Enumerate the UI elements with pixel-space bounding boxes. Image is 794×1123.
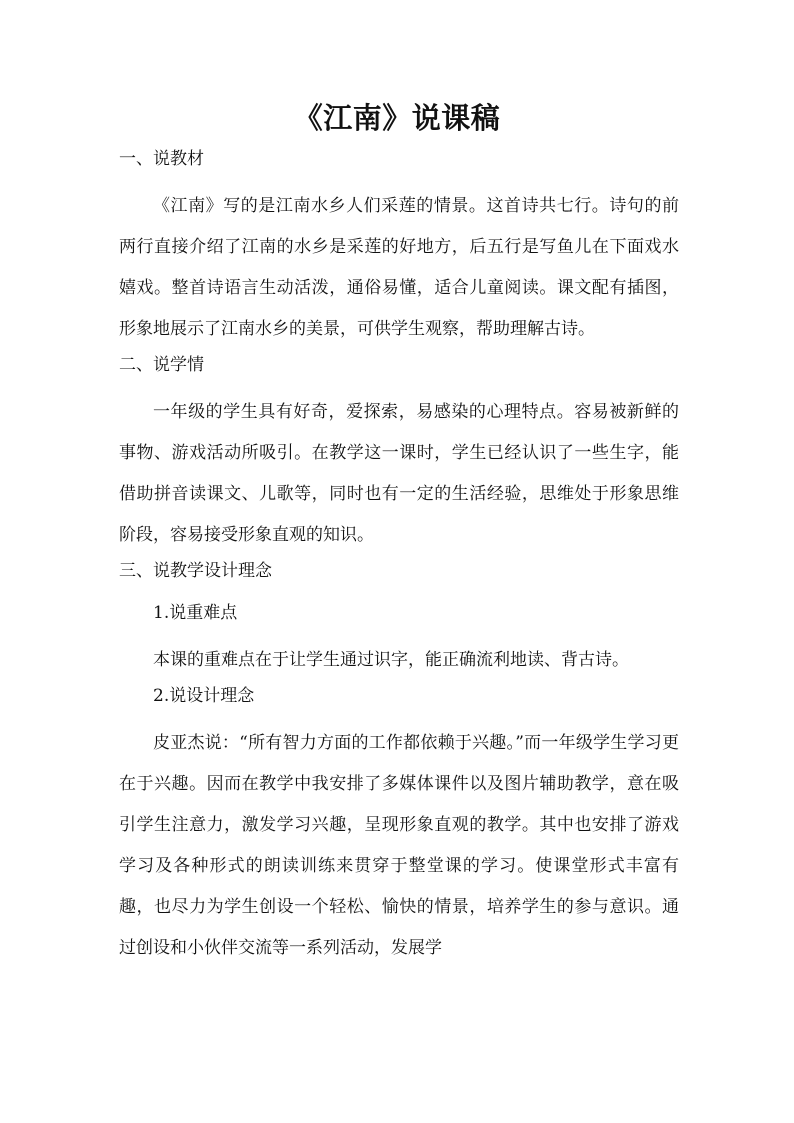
paragraph-student-situation: 一年级的学生具有好奇，爱探索，易感染的心理特点。容易被新鲜的事物、游戏活动所吸引。在教学这一课时，学生已经认识了一些生字，能借助拼音读课文、儿歌等，同时也有一定的生活经验，思维处于形象思维阶段，容易接受形象直观的知识。 [119, 402, 679, 545]
paragraph-teaching-material: 《江南》写的是江南水乡人们采莲的情景。这首诗共七行。诗句的前两行直接介绍了江南的水乡是采莲的好地方，后五行是写鱼儿在下面戏水嬉戏。整首诗语言生动活泼，通俗易懂，适合儿童阅读。课文配有插图，形象地展示了江南水乡的美景，可供学生观察，帮助理解古诗。 [119, 196, 679, 339]
document-body [119, 144, 679, 969]
section-heading-student-situation: 二、说学情 [119, 355, 204, 375]
section-heading-teaching-material: 一、说教材 [119, 149, 204, 169]
document-title: 《江南》说课稿 [293, 101, 501, 135]
section-heading-design-concept: 三、说教学设计理念 [119, 561, 272, 581]
paragraph-design-idea: 皮亚杰说：“所有智力方面的工作都依赖于兴趣。”而一年级学生学习更在于兴趣。因而在教学中我安排了多媒体课件以及图片辅助教学，意在吸引学生注意力，激发学习兴趣，呈现形象直观的教学。其中也安排了游戏学习及各种形式的朗读训练来贯穿于整堂课的学习。使课堂形式丰富有趣，也尽力为学生创设一个轻松、愉快的情景，培养学生的参与意识。通过创设和小伙伴交流等一系列活动，发展学 [119, 733, 679, 958]
subsection-heading-key-difficulties: 1.说重难点 [153, 603, 238, 623]
paragraph-key-difficulties: 本课的重难点在于让学生通过识字，能正确流利地读、背古诗。 [153, 650, 629, 670]
subsection-heading-design-idea: 2.说设计理念 [153, 686, 255, 706]
